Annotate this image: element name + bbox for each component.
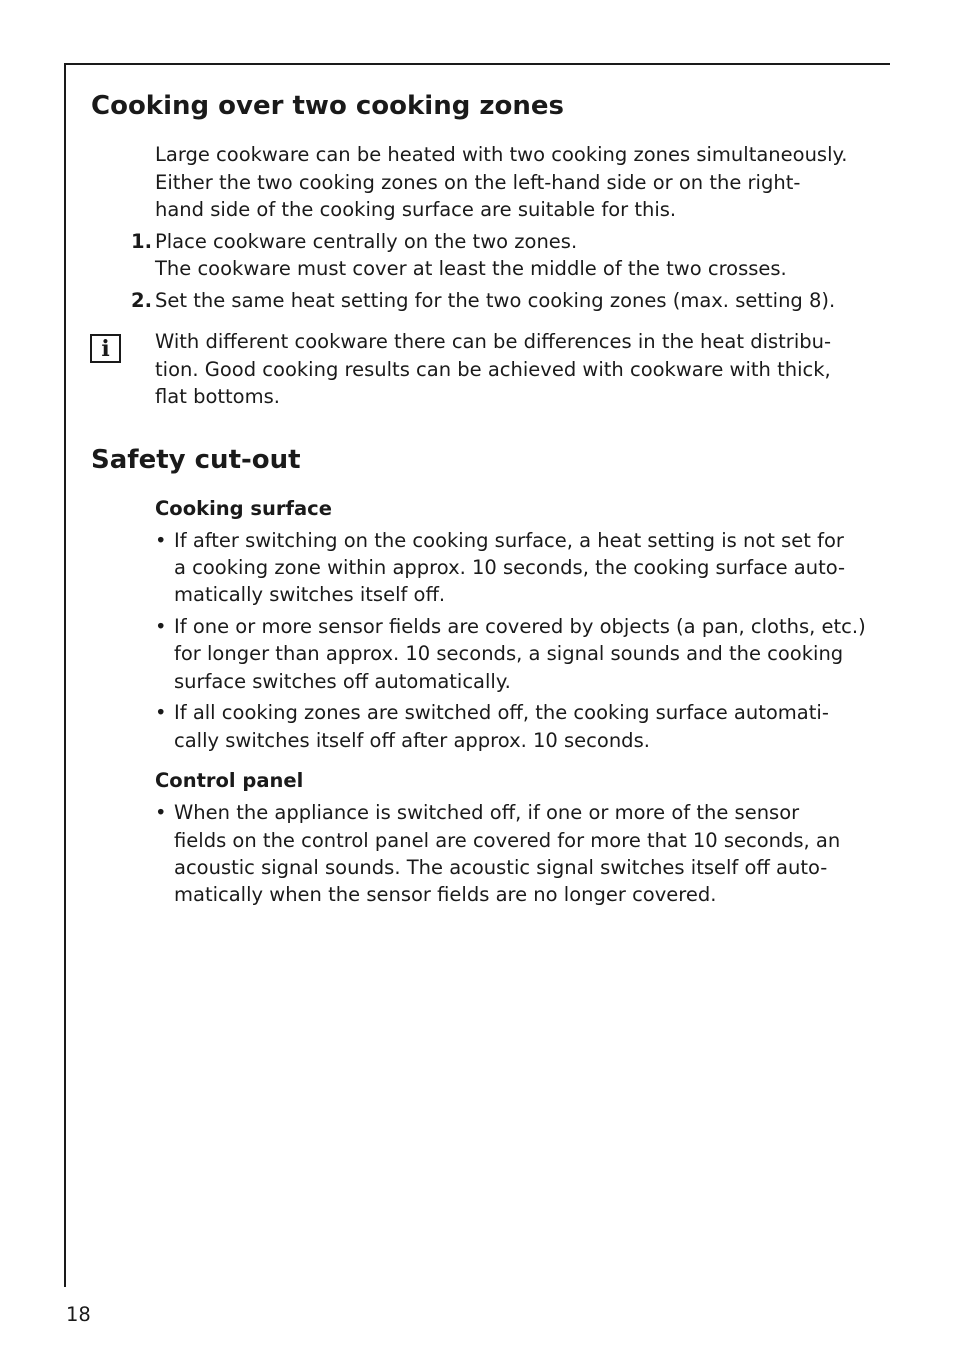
cp-bullet-1-line-4: matically when the sensor fields are no longer covered.	[174, 883, 717, 906]
subheading-control-panel: Control panel	[155, 769, 304, 792]
cs-bullet-3-line-2: cally switches itself off after approx. 10 seconds.	[174, 729, 650, 752]
info-line-2: tion. Good cooking results can be achieved with cookware with thick,	[155, 358, 831, 381]
intro-line-1: Large cookware can be heated with two cooking zones simultaneously.	[155, 143, 848, 166]
frame-left-rule	[64, 63, 66, 1287]
cs-bullet-1-line-2: a cooking zone within approx. 10 seconds, the cooking surface auto-	[174, 556, 846, 579]
step-number-1: 1.	[131, 230, 152, 253]
intro-line-2: Either the two cooking zones on the left-hand side or on the right-	[155, 170, 801, 194]
info-line-1: With different cookware there can be differences in the heat distribu-	[155, 330, 832, 353]
cs-bullet-1-line-1: If after switching on the cooking surface, a heat setting is not set for	[174, 529, 844, 552]
step-1-line-2: The cookware must cover at least the middle of the two crosses.	[155, 257, 787, 280]
cp-bullet-1-line-3: acoustic signal sounds. The acoustic signal switches itself off auto-	[174, 856, 828, 879]
cs-bullet-2-line-2: for longer than approx. 10 seconds, a signal sounds and the cooking	[174, 642, 844, 665]
bullet-marker: •	[155, 615, 167, 638]
info-icon-glyph: i	[101, 335, 110, 362]
step-1-line-1: Place cookware centrally on the two zones.	[155, 230, 578, 253]
cs-bullet-2-line-1: If one or more sensor fields are covered by objects (a pan, cloths, etc.)	[174, 615, 866, 638]
cs-bullet-2-line-3: surface switches off automatically.	[174, 670, 511, 693]
subheading-cooking-surface: Cooking surface	[155, 497, 332, 520]
info-line-3: flat bottoms.	[155, 385, 280, 408]
cs-bullet-3-line-1: If all cooking zones are switched off, the cooking surface automati-	[174, 701, 829, 724]
cp-bullet-1-line-2: fields on the control panel are covered for more that 10 seconds, an	[174, 829, 841, 852]
section-title-cooking-two-zones: Cooking over two cooking zones	[91, 91, 564, 121]
cp-bullet-1-line-1: When the appliance is switched off, if one or more of the sensor	[174, 801, 800, 824]
step-2-line-1: Set the same heat setting for the two cooking zones (max. setting 8).	[155, 289, 836, 312]
step-number-2: 2.	[131, 289, 152, 312]
bullet-marker: •	[155, 701, 167, 724]
intro-line-3: hand side of the cooking surface are suitable for this.	[155, 198, 677, 221]
bullet-marker: •	[155, 529, 167, 552]
section-title-safety-cut-out: Safety cut-out	[91, 445, 301, 475]
cs-bullet-1-line-3: matically switches itself off.	[174, 583, 446, 606]
bullet-marker: •	[155, 801, 167, 824]
frame-top-rule	[64, 63, 890, 65]
page-number: 18	[66, 1303, 91, 1326]
info-icon	[90, 334, 121, 363]
